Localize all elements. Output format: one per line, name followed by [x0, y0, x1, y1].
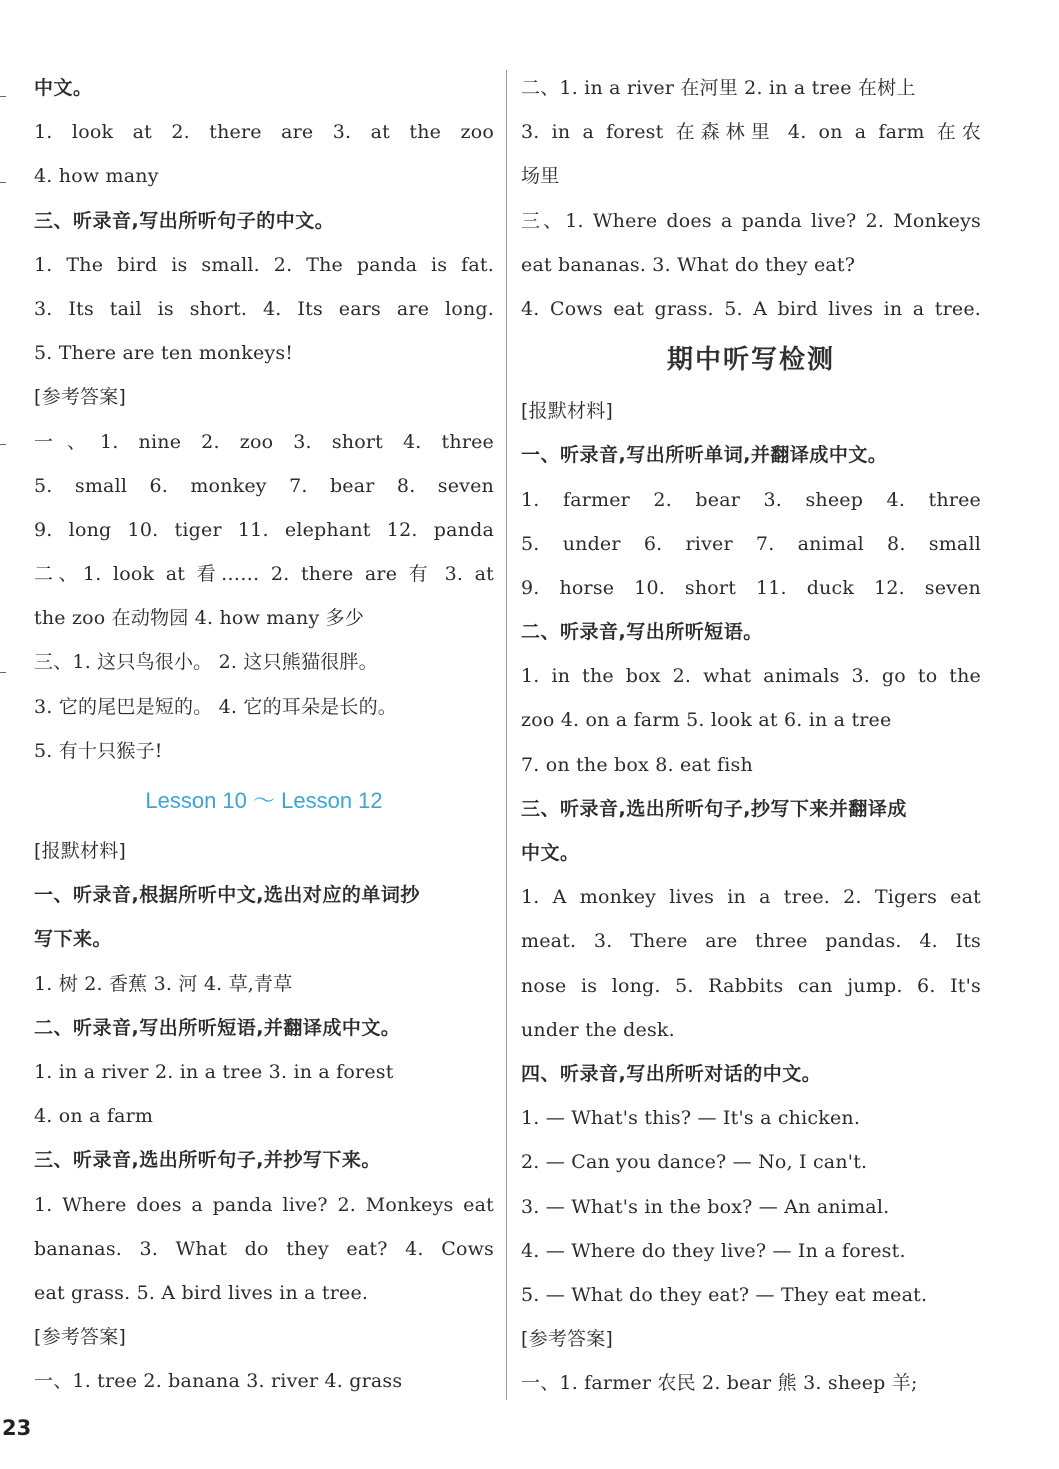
section-heading: 二、听录音,写出所听短语。: [521, 621, 763, 644]
text-line: 3. — What's in the box? — An animal.: [521, 1195, 890, 1218]
text-line: 二、1. in a river 在河里 2. in a tree 在树上: [521, 77, 916, 99]
text-line: 场里: [521, 165, 560, 188]
lesson-title: Lesson 10 ～ Lesson 12: [145, 788, 383, 813]
text-line: 7. on the box 8. eat fish: [521, 753, 753, 776]
text-line: under the desk.: [521, 1018, 675, 1041]
text-line: 三、1. Where does a panda live? 2. Monkeys: [521, 209, 981, 232]
left-column: [34, 66, 494, 1403]
text-line: 一、1. farmer 农民 2. bear 熊 3. sheep 羊;: [521, 1372, 918, 1395]
text-line: 1. farmer 2. bear 3. sheep 4. three: [521, 488, 981, 511]
text-line: 一、1. nine 2. zoo 3. short 4. three: [34, 430, 494, 453]
text-line: 三、1. 这只鸟很小。 2. 这只熊猫很胖。: [34, 651, 378, 674]
text-line: 4. — Where do they live? — In a forest.: [521, 1239, 906, 1262]
section-heading: 三、听录音,选出所听句子,抄写下来并翻译成: [521, 797, 907, 820]
text-line: the zoo 在动物园 4. how many 多少: [34, 607, 365, 630]
text-line: 9. long 10. tiger 11. elephant 12. panda: [34, 518, 494, 541]
answer-key-label: [参考答案]: [34, 1326, 127, 1349]
page-number: 23: [2, 1416, 32, 1440]
text-line: 3. Its tail is short. 4. Its ears are long.: [34, 297, 494, 320]
text-line: 1. — What's this? — It's a chicken.: [521, 1107, 861, 1130]
text-line: 1. The bird is small. 2. The panda is fat.: [34, 253, 494, 276]
text-line: 2. — Can you dance? — No, I can't.: [521, 1151, 868, 1174]
section-heading: 二、听录音,写出所听短语,并翻译成中文。: [34, 1016, 401, 1039]
text-line: bananas. 3. What do they eat? 4. Cows: [34, 1237, 494, 1260]
text-line: 1. 树 2. 香蕉 3. 河 4. 草,青草: [34, 972, 293, 995]
section-heading: 一、听录音,根据所听中文,选出对应的单词抄: [34, 884, 420, 907]
section-heading: 三、听录音,选出所听句子,并抄写下来。: [34, 1149, 381, 1172]
text-line: 4. how many: [34, 165, 159, 188]
text-line: 1. Where does a panda live? 2. Monkeys eat: [34, 1193, 494, 1216]
text-line: 二、1. look at 看…… 2. there are 有 3. at: [34, 563, 494, 586]
section-heading: 写下来。: [34, 928, 113, 951]
text-line: meat. 3. There are three pandas. 4. Its: [521, 930, 981, 953]
text-line: 1. look at 2. there are 3. at the zoo: [34, 121, 494, 144]
section-heading: 三、听录音,写出所听句子的中文。: [34, 209, 335, 232]
text-line: 5. 有十只猴子!: [34, 739, 163, 762]
section-heading: 中文。: [521, 842, 580, 864]
answer-key-label: [参考答案]: [34, 386, 127, 409]
text-line: 4. on a farm: [34, 1105, 154, 1128]
text-line: 中文。: [34, 77, 93, 99]
section-heading: 四、听录音,写出所听对话的中文。: [521, 1062, 822, 1085]
binding-mark: [0, 96, 6, 97]
text-line: 4. Cows eat grass. 5. A bird lives in a tree.: [521, 297, 981, 320]
text-line: 一、1. tree 2. banana 3. river 4. grass: [34, 1370, 403, 1393]
text-line: 9. horse 10. short 11. duck 12. seven: [521, 576, 981, 599]
binding-mark: [0, 182, 6, 183]
binding-mark: [0, 672, 6, 673]
text-line: 5. small 6. monkey 7. bear 8. seven: [34, 474, 494, 497]
dictation-material-label: [报默材料]: [34, 840, 127, 862]
section-heading: 一、听录音,写出所听单词,并翻译成中文。: [521, 444, 888, 467]
text-line: eat grass. 5. A bird lives in a tree.: [34, 1281, 369, 1304]
text-line: 1. in a river 2. in a tree 3. in a forest: [34, 1060, 394, 1083]
text-line: eat bananas. 3. What do they eat?: [521, 253, 856, 276]
text-line: zoo 4. on a farm 5. look at 6. in a tree: [521, 709, 892, 732]
text-line: 1. in the box 2. what animals 3. go to the: [521, 665, 981, 688]
dictation-material-label: [报默材料]: [521, 400, 614, 423]
answer-key-label: [参考答案]: [521, 1328, 614, 1351]
text-line: 5. There are ten monkeys!: [34, 342, 294, 365]
text-line: 3. in a forest 在森林里 4. on a farm 在农: [521, 121, 981, 144]
column-divider: [506, 70, 507, 1400]
text-line: 5. under 6. river 7. animal 8. small: [521, 532, 981, 555]
right-column: [521, 66, 981, 1405]
text-line: 3. 它的尾巴是短的。 4. 它的耳朵是长的。: [34, 695, 397, 718]
text-line: nose is long. 5. Rabbits can jump. 6. It's: [521, 974, 981, 997]
text-line: 1. A monkey lives in a tree. 2. Tigers eat: [521, 886, 981, 909]
section-title: 期中听写检测: [666, 345, 835, 376]
text-line: 5. — What do they eat? — They eat meat.: [521, 1283, 928, 1306]
binding-mark: [0, 444, 6, 445]
